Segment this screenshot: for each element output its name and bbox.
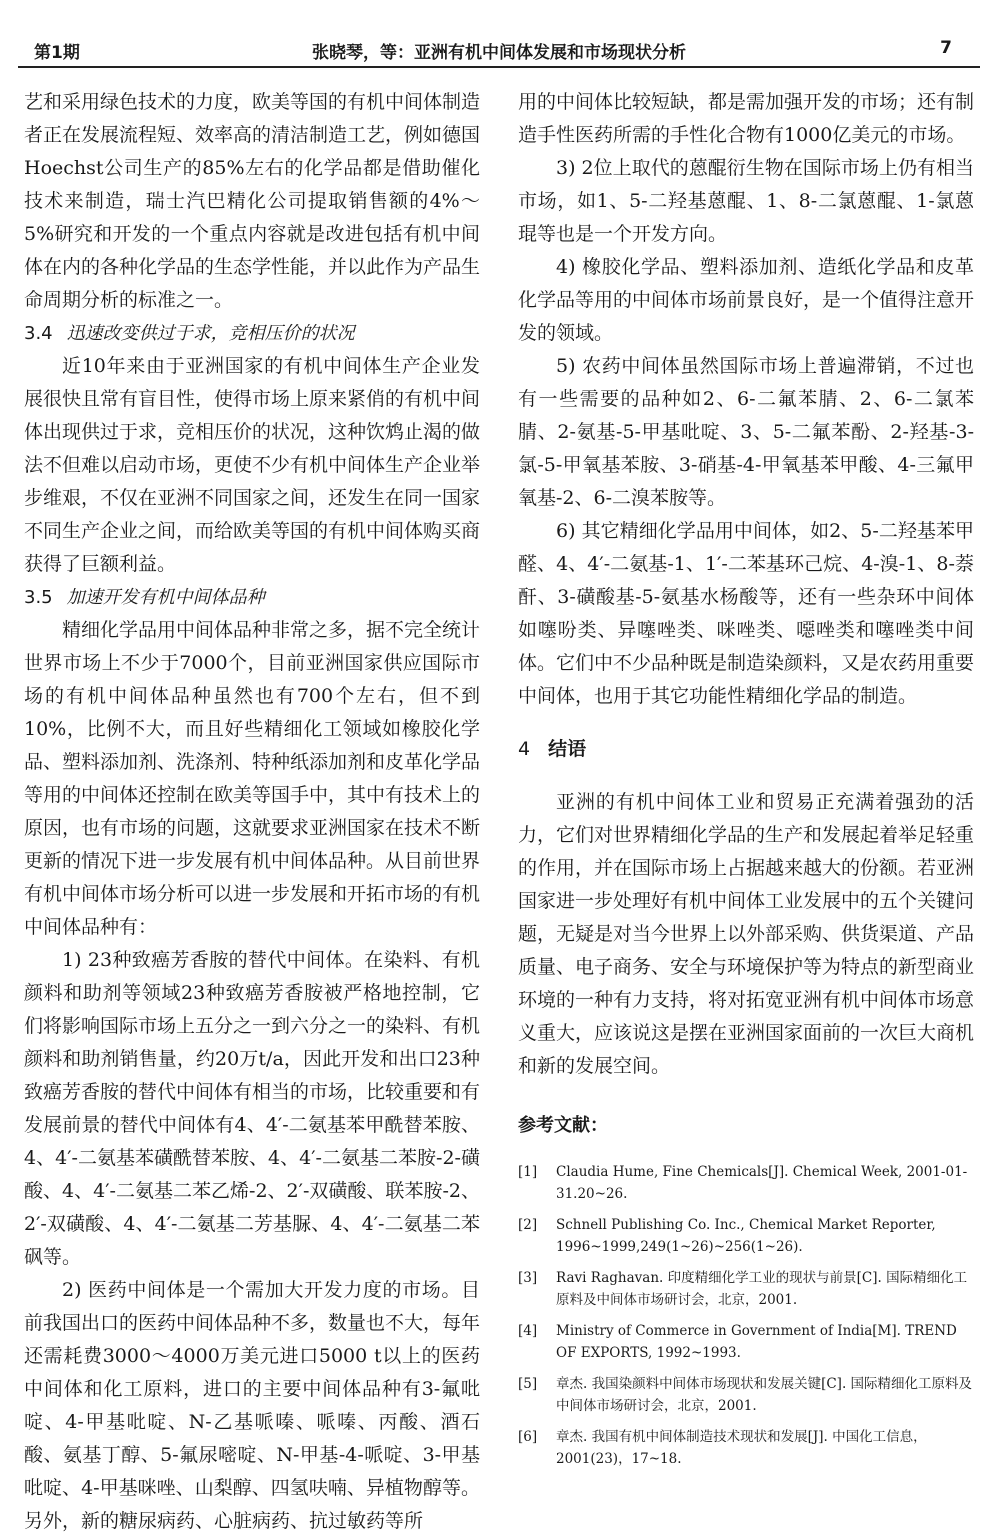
subsection-number: 3.4 xyxy=(24,323,53,344)
paragraph: 近10年来由于亚洲国家的有机中间体生产企业发展很快且常有盲目性，使得市场上原来紧俏的有机中间体出现供过于求，竞相压价的状况，这种饮鸩止渴的做法不但难以启动市场，更使不少有机中间体生产企业举步维艰，不仅在亚洲不同国家之间，还发生在同一国家不同生产企业之间，而给欧美等国的有机中间体购买商获得了巨额利益。 xyxy=(24,355,481,575)
right-column xyxy=(518,86,974,1479)
references-heading: 参考文献： xyxy=(518,1115,608,1136)
reference-item xyxy=(518,1320,974,1364)
running-title: 张晓琴，等：亚洲有机中间体发展和市场现状分析 xyxy=(312,43,686,63)
subsection-heading-3-4 xyxy=(24,317,480,350)
reference-number: [6] xyxy=(518,1429,538,1445)
paragraph: 精细化学品用中间体品种非常之多，据不完全统计世界市场上不少于7000个，目前亚洲国家供应国际市场的有机中间体品种虽然也有700个左右，但不到10%，比例不大，而且好些精细化工领域如橡胶化学品、塑料添加剂、洗涤剂、特种纸添加剂和皮革化学品等用的中间体还控制在欧美等国手中，其中有技术上的原因，也有市场的问题，这就要求亚洲国家在技术不断更新的情况下进一步发展有机中间体品种。从目前世界有机中间体市场分析可以进一步发展和开拓市场的有机中间体品种有： xyxy=(24,619,481,938)
reference-text: Ravi Raghavan. 印度精细化学工业的现状与前景[C]. 国际精细化工原料及中间体市场研讨会，北京，2001. xyxy=(556,1270,968,1308)
left-column xyxy=(24,86,480,1538)
section-title: 结语 xyxy=(548,738,587,760)
reference-item xyxy=(518,1161,974,1205)
reference-text: Ministry of Commerce in Government of India[M]. TREND OF EXPORTS, 1992~1993. xyxy=(556,1323,957,1361)
reference-number: [5] xyxy=(518,1376,538,1392)
paragraph: 亚洲的有机中间体工业和贸易正充满着强劲的活力，它们对世界精细化学品的生产和发展起着举足轻重的作用，并在国际市场上占据越来越大的份额。若亚洲国家进一步处理好有机中间体工业发展中的五个关键问题，无疑是对当今世界上以外部采购、供货渠道、产品质量、电子商务、安全与环境保护等为特点的新型商业环境的一种有力支持，将对拓宽亚洲有机中间体市场意义重大，应该说这是摆在亚洲国家面前的一次巨大商机和新的发展空间。 xyxy=(518,791,975,1077)
paragraph: 用的中间体比较短缺，都是需加强开发的市场；还有制造手性医药所需的手性化合物有1000亿美元的市场。 xyxy=(518,91,975,146)
reference-text: Claudia Hume, Fine Chemicals[J]. Chemical Week, 2001-01-31.20~26. xyxy=(556,1164,968,1202)
subsection-title: 迅速改变供过于求，竞相压价的状况 xyxy=(66,323,355,344)
paragraph: 艺和采用绿色技术的力度，欧美等国的有机中间体制造者正在发展流程短、效率高的清洁制造工艺，例如德国Hoechst公司生产的85%左右的化学品都是借助催化技术来制造，瑞士汽巴精化公司提取销售额的4%～5%研究和开发的一个重点内容就是改进包括有机中间体在内的各种化学品的生态学性能，并以此作为产品生命周期分析的标准之一。 xyxy=(24,91,481,311)
subsection-heading-3-5 xyxy=(24,581,480,614)
reference-text: 章杰. 我国有机中间体制造技术现状和发展[J]. 中国化工信息，2001(23)，17~18. xyxy=(556,1429,927,1467)
reference-list xyxy=(518,1161,974,1470)
subsection-title: 加速开发有机中间体品种 xyxy=(66,587,265,608)
reference-text: Schnell Publishing Co. Inc., Chemical Market Reporter, 1996~1999,249(1~26)~256(1~26). xyxy=(556,1217,936,1255)
page-number: 7 xyxy=(940,38,952,58)
reference-number: [1] xyxy=(518,1164,538,1180)
reference-item xyxy=(518,1214,974,1258)
reference-item xyxy=(518,1267,974,1311)
paragraph: 1) 23种致癌芳香胺的替代中间体。在染料、有机颜料和助剂等领域23种致癌芳香胺被严格地控制，它们将影响国际市场上五分之一到六分之一的染料、有机颜料和助剂销售量，约20万t/a，因此开发和出口23种致癌芳香胺的替代中间体有相当的市场，比较重要和有发展前景的替代中间体有4、4′-二氨基苯甲酰替苯胺、4、4′-二氨基苯磺酰替苯胺、4、4′-二氨基二苯胺-2-磺酸、4、4′-二氨基二苯乙烯-2、2′-双磺酸、联苯胺-2、2′-双磺酸、4、4′-二氨基二芳基脲、4、4′-二氨基二苯砜等。 xyxy=(24,949,481,1268)
reference-number: [2] xyxy=(518,1217,538,1233)
reference-number: [4] xyxy=(518,1323,538,1339)
paragraph: 4) 橡胶化学品、塑料添加剂、造纸化学品和皮革化学品等用的中间体市场前景良好，是一个值得注意开发的领域。 xyxy=(518,256,975,344)
paragraph: 3) 2位上取代的蒽醌衍生物在国际市场上仍有相当市场，如1、5-二羟基蒽醌、1、8-二氯蒽醌、1-氯蒽琨等也是一个开发方向。 xyxy=(518,157,974,245)
issue-label: 第1期 xyxy=(34,43,80,63)
subsection-number: 3.5 xyxy=(24,587,53,608)
section-number: 4 xyxy=(518,738,531,760)
paragraph: 6) 其它精细化学品用中间体，如2、5-二羟基苯甲醛、4、4′-二氨基-1、1′-二苯基环己烷、4-溴-1、8-萘酐、3-磺酸基-5-氨基水杨酸等，还有一些杂环中间体如噻吩类、异噻唑类、咪唑类、噁唑类和噻唑类中间体。它们中不少品种既是制造染颜料，又是农药用重要中间体，也用于其它功能性精细化学品的制造。 xyxy=(518,520,975,707)
reference-text: 章杰. 我国染颜料中间体市场现状和发展关键[C]. 国际精细化工原料及中间体市场研讨会，北京，2001. xyxy=(556,1376,973,1414)
reference-item xyxy=(518,1373,974,1417)
reference-item xyxy=(518,1426,974,1470)
reference-number: [3] xyxy=(518,1270,538,1286)
paragraph: 5) 农药中间体虽然国际市场上普遍滞销，不过也有一些需要的品种如2、6-二氟苯腈、2、6-二氯苯腈、2-氨基-5-甲基吡啶、3、5-二氟苯酚、2-羟基-3-氯-5-甲氧基苯胺、3-硝基-4-甲氧基苯甲酸、4-三氟甲氧基-2、6-二溴苯胺等。 xyxy=(518,355,974,509)
section-heading-conclusion xyxy=(518,733,974,766)
paragraph: 2) 医药中间体是一个需加大开发力度的市场。目前我国出口的医药中间体品种不多，数量也不大，每年还需耗费3000～4000万美元进口5000 t以上的医药中间体和化工原料，进口的主要中间体品种有3-氟吡啶、4-甲基吡啶、N-乙基哌嗪、哌嗪、丙酸、酒石酸、氨基丁醇、5-氟尿嘧啶、N-甲基-4-哌啶、3-甲基吡啶、4-甲基咪唑、山梨醇、四氢呋喃、异植物醇等。另外，新的糖尿病药、心脏病药、抗过敏药等所 xyxy=(24,1279,481,1532)
running-header xyxy=(18,34,980,68)
